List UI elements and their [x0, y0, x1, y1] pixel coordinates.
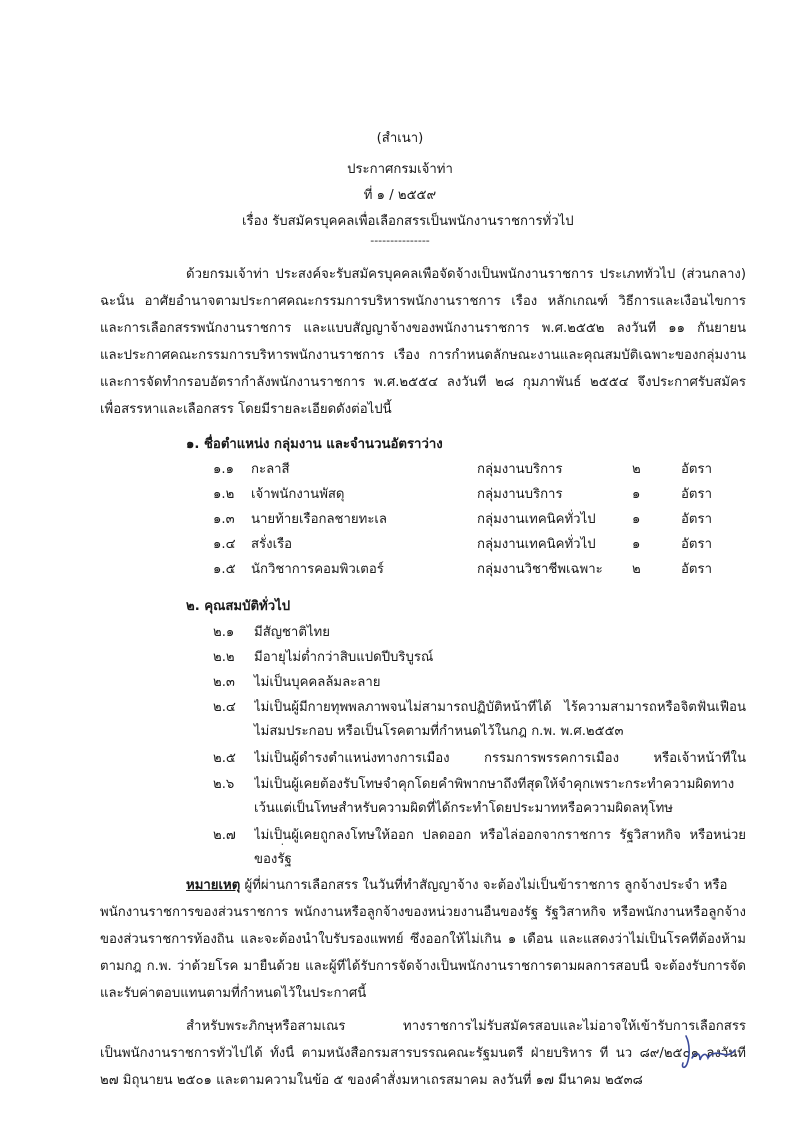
note-line: ของส่วนราชการท้องถิ่น และจะต้องนำใบรับรองแพทย์ ซึ่งออกให้ไม่เกิน ๑ เดือน และแสดงว่าไม่เป็นโรคที่ต้องห้าม: [100, 932, 746, 947]
monk-line: เป็นพนักงานราชการทั่วไปได้ ทั้งนี้ ตามหนังสือกรมสารบรรณคณะรัฐมนตรี ฝ่ายบริหาร ที่ นว ๘๙/๒๕๐๑ ลงวันที่: [100, 1046, 746, 1061]
qualification-text: ไม่สมประกอบ หรือเป็นโรคตามที่กำหนดไว้ในกฎ ก.พ. พ.ศ.๒๕๕๓: [254, 724, 624, 739]
position-title: กะลาสี: [251, 462, 290, 477]
qualification-text: ไม่เป็นผู้เคยถูกลงโทษให้ออก ปลดออก หรือไล่ออกจากราชการ รัฐวิสาหกิจ หรือหน่วย: [254, 828, 746, 843]
position-unit: อัตรา: [681, 462, 712, 477]
position-title: เจ้าพนักงานพัสดุ: [251, 487, 345, 502]
qualification-text: เว้นแต่เป็นโทษสำหรับความผิดที่ได้กระทำโดยประมาทหรือความผิดลหุโทษ: [254, 801, 673, 816]
intro-line: และประกาศคณะกรรมการบริหารพนักงานราชการ เรื่อง การกำหนดลักษณะงานและคุณสมบัติเฉพาะของกลุ่มงาน: [100, 348, 746, 363]
intro-line: ฉะนั้น อาศัยอำนาจตามประกาศคณะกรรมการบริหารพนักงานราชการ เรื่อง หลักเกณฑ์ วิธีการและเงื่อนไขการ: [100, 294, 746, 309]
announcement-title: ประกาศกรมเจ้าท่า: [347, 162, 453, 177]
qualification-no: ๒.๕: [213, 751, 236, 766]
qualification-text: ของรัฐ: [254, 852, 292, 867]
position-title: นักวิชาการคอมพิวเตอร์: [251, 562, 384, 577]
announcement-number: ที่ ๑ / ๒๕๕๙: [363, 188, 437, 203]
position-group: กลุ่มงานบริการ: [477, 462, 563, 477]
position-no: ๑.๓: [213, 512, 235, 527]
position-no: ๑.๔: [213, 537, 236, 552]
note-line: และรับค่าตอบแทนตามที่กำหนดไว้ในประกาศนี้: [100, 986, 367, 1001]
position-unit: อัตรา: [681, 537, 712, 552]
position-count: ๑: [632, 537, 641, 552]
intro-line: และการเลือกสรรพนักงานราชการ และแบบสัญญาจ้างของพนักงานราชการ พ.ศ.๒๕๕๒ ลงวันที่ ๑๑ กันยายน: [100, 321, 746, 336]
handwritten-initials-signature: [678, 1030, 738, 1072]
position-group: กลุ่มงานบริการ: [477, 487, 563, 502]
qualification-no: ๒.๖: [213, 777, 235, 792]
qualification-no: ๒.๗: [213, 828, 236, 843]
monk-line: ๒๗ มิถุนายน ๒๕๐๑ และตามความในข้อ ๕ ของคำสั่งมหาเถรสมาคม ลงวันที่ ๑๗ มีนาคม ๒๕๓๘: [100, 1073, 643, 1088]
qualification-no: ๒.๒: [213, 650, 235, 665]
position-title: สรั่งเรือ: [251, 537, 293, 552]
intro-line: เพื่อสรรหาและเลือกสรร โดยมีรายละเอียดดังต่อไปนี้: [100, 402, 392, 417]
header-divider: ---------------: [370, 234, 430, 247]
monk-line: สำหรับพระภิกษุหรือสามเณร ทางราชการไม่รับสมัครสอบและไม่อาจให้เข้ารับการเลือกสรร: [186, 1019, 746, 1034]
position-count: ๒: [632, 462, 641, 477]
intro-line: ด้วยกรมเจ้าท่า ประสงค์จะรับสมัครบุคคลเพื่อจัดจ้างเป็นพนักงานราชการ ประเภททั่วไป (ส่วนกลาง): [186, 267, 746, 282]
qualification-text: ไม่เป็นผู้มีกายทุพพลภาพจนไม่สามารถปฏิบัติหน้าที่ได้ ไร้ความสามารถหรือจิตฟั่นเฟือน: [254, 700, 746, 715]
position-title: นายท้ายเรือกลชายทะเล: [251, 512, 387, 527]
position-group: กลุ่มงานเทคนิคทั่วไป: [477, 512, 596, 527]
position-group: กลุ่มงานเทคนิคทั่วไป: [477, 537, 596, 552]
position-count: ๑: [632, 512, 641, 527]
note-label: หมายเหตุ: [186, 878, 241, 893]
position-no: ๑.๕: [213, 562, 236, 577]
position-count: ๑: [632, 487, 641, 502]
note-line: พนักงานราชการของส่วนราชการ พนักงานหรือลูกจ้างของหน่วยงานอื่นของรัฐ รัฐวิสาหกิจ หรือพนักงานหรือลูกจ้าง: [100, 905, 746, 920]
copy-mark: (สำเนา): [376, 131, 424, 146]
qualification-no: ๒.๓: [213, 675, 235, 690]
note-first-line: [186, 877, 727, 895]
intro-line: และการจัดทำกรอบอัตรากำลังพนักงานราชการ พ.ศ.๒๕๕๔ ลงวันที่ ๒๘ กุมภาพันธ์ ๒๕๕๔ จึงประกาศรับสมัคร: [100, 375, 746, 390]
qualification-no: ๒.๑: [213, 625, 235, 640]
qualification-text: มีสัญชาติไทย: [254, 625, 330, 640]
position-no: ๑.๑: [213, 462, 234, 477]
qualification-text: มีอายุไม่ต่ำกว่าสิบแปดปีบริบูรณ์: [254, 650, 434, 665]
position-count: ๒: [632, 562, 641, 577]
section-1-heading: ๑. ชื่อตำแหน่ง กลุ่มงาน และจำนวนอัตราว่าง: [186, 437, 443, 452]
position-group: กลุ่มงานวิชาชีพเฉพาะ: [477, 562, 603, 577]
position-unit: อัตรา: [681, 512, 712, 527]
signature-stroke: [682, 1036, 735, 1067]
qualification-text: ไม่เป็นบุคคลล้มละลาย: [254, 675, 381, 690]
qualification-no: ๒.๔: [213, 700, 236, 715]
section-2-heading: ๒. คุณสมบัติทั่วไป: [186, 599, 291, 614]
note-first-text: ผู้ที่ผ่านการเลือกสรร ในวันที่ทำสัญญาจ้าง จะต้องไม่เป็นข้าราชการ ลูกจ้างประจำ หรือ: [240, 878, 728, 893]
position-unit: อัตรา: [681, 562, 712, 577]
note-line: ตามกฎ ก.พ. ว่าด้วยโรค มายื่นด้วย และผู้ที่ได้รับการจัดจ้างเป็นพนักงานราชการตามผลการสอบนี้ จะต้องรับการจัด: [100, 959, 746, 974]
announcement-subject: เรื่อง รับสมัครบุคคลเพื่อเลือกสรรเป็นพนักงานราชการทั่วไป: [242, 214, 574, 229]
qualification-text: ไม่เป็นผู้ดำรงตำแหน่งทางการเมือง กรรมการพรรคการเมือง หรือเจ้าหน้าที่ใน: [254, 751, 746, 766]
position-unit: อัตรา: [681, 487, 712, 502]
position-no: ๑.๒: [213, 487, 235, 502]
qualification-text: ไม่เป็นผู้เคยต้องรับโทษจำคุกโดยคำพิพากษาถึงที่สุดให้จำคุกเพราะกระทำความผิดทาง: [254, 777, 735, 792]
